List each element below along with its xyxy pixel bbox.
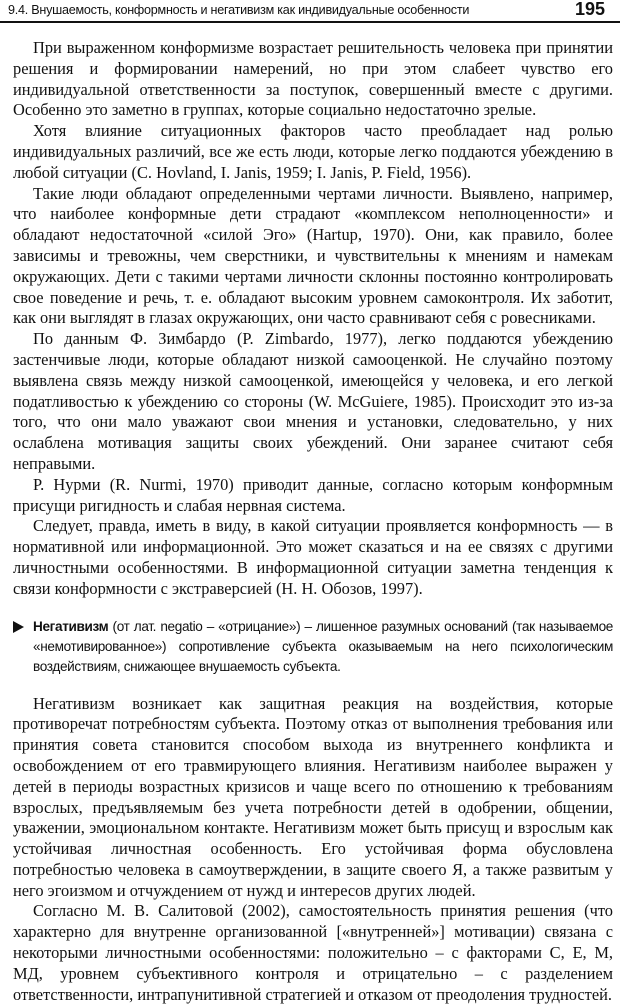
paragraph: Такие люди обладают определенными чертами личности. Выявлено, например, что наиболее конформные дети страдают «комплексом неполноценности» и обладают недостаточной «силой Эго» (Hartup, 1970). Они, как правило, более зависимы и тревожны, чем сверстники, и чувствительны к мнениям и намекам окружающих. Дети с такими чертами личности склонны постоянно контролировать свое поведение и речь, т. е. обладают высоким уровнем самоконтроля. Их заботит, как они выглядят в глазах окружающих, они часто сравнивают себя с ровесниками. (13, 183, 613, 328)
running-title: 9.4. Внушаемость, конформность и негативизм как индивидуальные особенности (8, 3, 470, 17)
paragraph: При выраженном конформизме возрастает решительность человека при принятии решения и формировании намерений, но при этом слабеет чувство его индивидуальной ответственности за поступок, совершенный вместе с другими. Особенно это заметно в группах, которые социально недостаточно зрелые. (13, 38, 613, 120)
paragraph: По данным Ф. Зимбардо (Р. Zimbardo, 1977), легко поддаются убеждению застенчивые люди, которые обладают низкой самооценкой. Не случайно поэтому выявлена связь между низкой самооценкой, имеющейся у человека, и его легкой податливостью к убеждению со стороны (W. McGuiere, 1985). Происходит это из-за того, что они мало уважают свои мнения и установки, следовательно, у них ослаблена мотивация защиты своих убеждений. Они заранее считают себя неправыми. (13, 329, 613, 473)
running-header (0, 0, 620, 25)
paragraph: Хотя влияние ситуационных факторов часто преобладает над ролью индивидуальных различий, все же есть люди, которые легко поддаются убеждению в любой ситуации (С. Hovland, I. Janis, 1959; I. Janis, P. Field, 1956). (13, 121, 613, 182)
definition-term: Негативизм (33, 618, 109, 634)
paragraph: Негативизм возникает как защитная реакция на воздействия, которые противоречат потребностям субъекта. Поэтому отказ от выполнения требования или принятия совета становится способом выхода из внутреннего конфликта и освобождением от его травмирующего влияния. Негативизм наиболее выражен у детей в периоды возрастных кризисов и чаще всего по отношению к требованиям взрослых, предъявляемым без учета потребности детей в одобрении, общении, уважении, эмоциональном контакте. Негативизм может быть присущ и взрослым как устойчивая личностная особенность. Его устойчивая форма обусловлена потребностью человека в самоутверждении, в защите своего Я, а также развитым у него эгоизмом и отчуждением от нужд и интересов других людей. (13, 693, 613, 900)
definition-block (13, 617, 613, 677)
header-rule (0, 21, 620, 23)
paragraph: Согласно М. В. Салитовой (2002), самостоятельность принятия решения (что характерно для внутренне организованной [«внутренней»] мотивации) связана с некоторыми личностными особенностями: положительно – с факторами С, Е, М, МД, уровнем субъективного контроля и отрицательно – с разделением ответственности, интрапунитивной стратегией и отказом от преодоления трудностей. (13, 901, 613, 1004)
definition-text: (от лат. negatio – «отрицание») – лишенное разумных оснований (так называемое «немотивированное») сопротивление субъекта оказываемым на него психологическим воздействиям, снижающее внушаемость субъекта. (33, 618, 613, 674)
paragraph: Р. Нурми (R. Nurmi, 1970) приводит данные, согласно которым конформным присущи ригидность и слабая нервная система. (13, 474, 613, 515)
paragraph: Следует, правда, иметь в виду, в какой ситуации проявляется конформность — в нормативной или информационной. Это может сказаться и на ее связях с другими личностными особенностями. В информационной ситуации заметна тенденция к связи конформности с экстраверсией (Н. Н. Обозов, 1997). (13, 516, 613, 598)
page-body (13, 38, 613, 1005)
triangle-bullet-icon (13, 621, 24, 633)
page-number: 195 (575, 0, 606, 19)
